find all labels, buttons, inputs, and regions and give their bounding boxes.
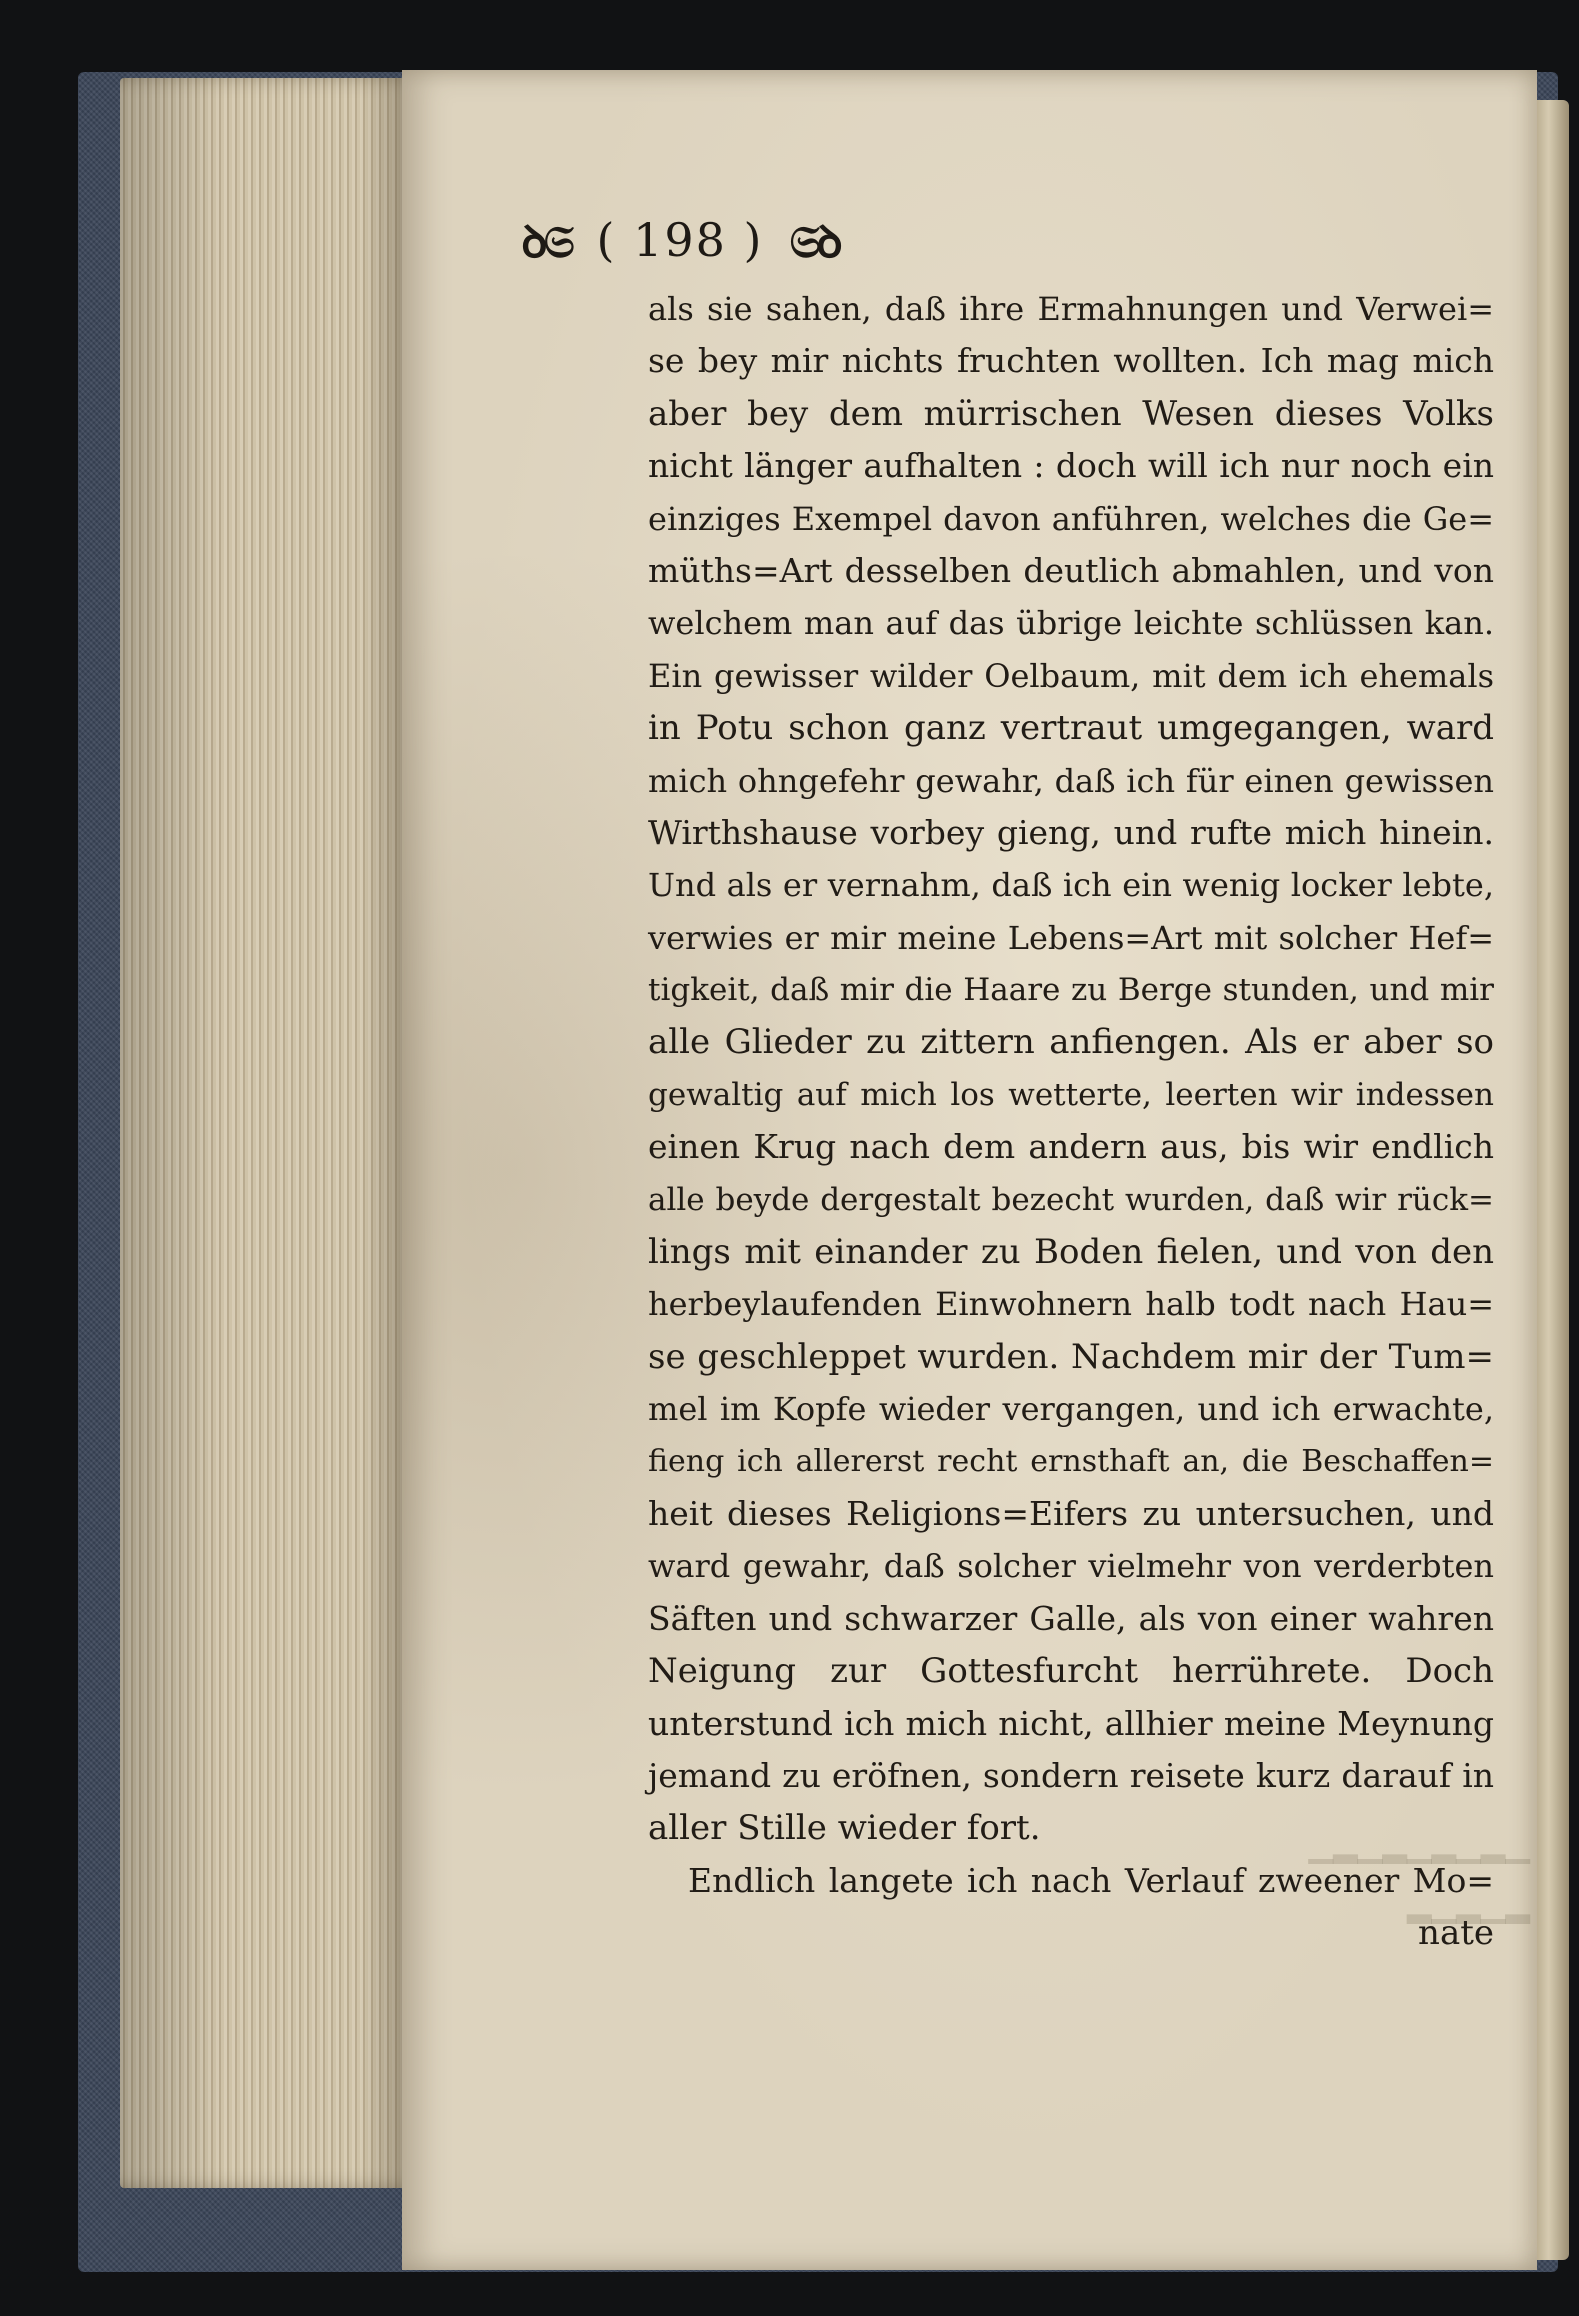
text-line: Neigung zur Gottesfurcht herrührete. Doch: [648, 1651, 1494, 1692]
text-line: lings mit einander zu Boden fielen, und von den: [648, 1232, 1494, 1273]
catchword: nate: [1418, 1913, 1494, 1954]
facing-page-edge: [1535, 100, 1569, 2260]
text-line: einen Krug nach dem andern aus, bis wir endlich: [648, 1127, 1494, 1167]
page-edges-shade: [120, 78, 420, 2188]
text-line: Wirthshause vorbey gieng, und rufte mich hinein.: [648, 812, 1494, 852]
text-line: Und als er vernahm, daß ich ein wenig locker lebte,: [648, 866, 1494, 905]
text-line: mich ohngefehr gewahr, daß ich für einen gewissen: [648, 761, 1494, 800]
text-line: aller Stille wieder fort.: [648, 1808, 1041, 1849]
text-line: Säften und schwarzer Galle, als von einer wahren: [648, 1598, 1494, 1638]
text-line: se bey mir nichts fruchten wollten. Ich mag mich: [648, 341, 1494, 381]
text-line: jemand zu eröfnen, sondern reisete kurz darauf in: [648, 1755, 1494, 1795]
text-line: alle Glieder zu zittern anfiengen. Als er aber so: [648, 1022, 1494, 1063]
text-line: welchem man auf das übrige leichte schlüssen kan.: [648, 604, 1494, 643]
text-line: Ein gewisser wilder Oelbaum, mit dem ich ehemals: [648, 656, 1494, 695]
running-head: [430, 205, 930, 275]
right-ornament-icon: 𝔖ꝺ: [789, 217, 839, 268]
text-line: fieng ich allererst recht ernsthaft an, die Beschaffen=: [648, 1443, 1494, 1479]
text-line: müths=Art desselben deutlich abmahlen, und von: [648, 550, 1494, 590]
text-line: se geschleppet wurden. Nachdem mir der Tum=: [648, 1336, 1494, 1377]
text-line: einziges Exempel davon anführen, welches die Ge=: [648, 499, 1494, 538]
text-line: mel im Kopfe wieder vergangen, und ich erwachte,: [648, 1390, 1494, 1429]
text-line: verwies er mir meine Lebens=Art mit solcher Hef=: [648, 918, 1494, 957]
text-line: heit dieses Religions=Eifers zu untersuchen, und: [648, 1493, 1494, 1533]
text-line: als sie sahen, daß ihre Ermahnungen und Verwei=: [648, 290, 1494, 328]
body-text: [648, 283, 1494, 1960]
text-line: ward gewahr, daß solcher vielmehr von verderbten: [648, 1547, 1494, 1586]
text-line: aber bey dem mürrischen Wesen dieses Volks: [648, 393, 1494, 434]
page-number: ( 198 ): [596, 213, 764, 267]
text-line: tigkeit, daß mir die Haare zu Berge stunden, und mir: [648, 972, 1494, 1009]
text-line: nicht länger aufhalten : doch will ich nur noch ein: [648, 446, 1494, 486]
left-ornament-icon: ꝺ𝔖: [521, 217, 571, 268]
text-line: unterstund ich mich nicht, allhier meine Meynung: [648, 1703, 1494, 1743]
text-line: herbeylaufenden Einwohnern halb todt nach Hau=: [648, 1285, 1494, 1324]
paragraph-start-line: Endlich langete ich nach Verlauf zweener Mo=: [688, 1860, 1494, 1900]
text-line: alle beyde dergestalt bezecht wurden, daß wir rück=: [648, 1181, 1494, 1218]
text-line: in Potu schon ganz vertraut umgegangen, ward: [648, 708, 1494, 749]
text-line: gewaltig auf mich los wetterte, leerten wir indessen: [648, 1076, 1494, 1113]
